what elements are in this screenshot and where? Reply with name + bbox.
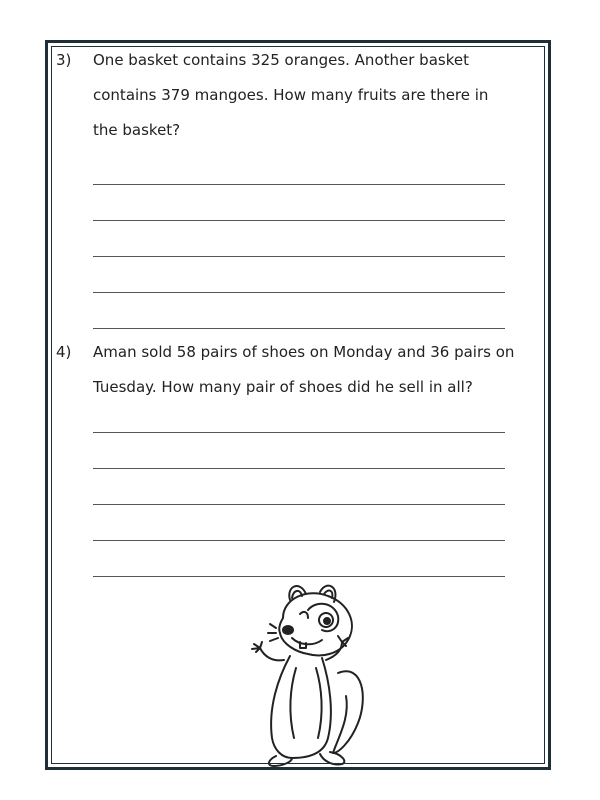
question-text-line: Aman sold 58 pairs of shoes on Monday and 36 pairs on	[93, 343, 515, 361]
answer-line[interactable]	[93, 541, 505, 577]
answer-line[interactable]	[93, 293, 505, 329]
worksheet-border	[45, 40, 551, 770]
question-text-line: contains 379 mangoes. How many fruits are there in	[93, 86, 489, 104]
answer-line[interactable]	[93, 185, 505, 221]
question-number: 4)	[56, 343, 72, 361]
question-text	[93, 43, 548, 148]
chipmunk-cartoon-icon	[238, 578, 378, 768]
answer-lines	[93, 149, 505, 329]
question-number: 3)	[56, 51, 72, 69]
question-text-line: the basket?	[93, 121, 181, 139]
answer-line[interactable]	[93, 221, 505, 257]
answer-line[interactable]	[93, 257, 505, 293]
answer-line[interactable]	[93, 149, 505, 185]
answer-line[interactable]	[93, 397, 505, 433]
question-text-line: One basket contains 325 oranges. Another basket	[93, 51, 469, 69]
answer-line[interactable]	[93, 469, 505, 505]
answer-lines	[93, 397, 505, 577]
answer-line[interactable]	[93, 505, 505, 541]
answer-line[interactable]	[93, 433, 505, 469]
question-text-line: Tuesday. How many pair of shoes did he sell in all?	[93, 378, 473, 396]
question-text	[93, 335, 548, 405]
